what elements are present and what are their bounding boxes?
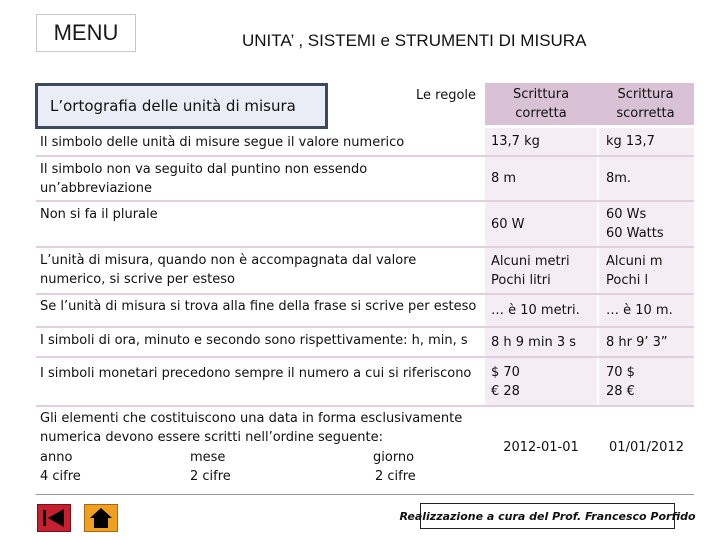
table-row	[36, 128, 694, 157]
correct-cell: 2012-01-01	[485, 407, 597, 487]
rule-text: Se l’unità di misura si trova alla fine della frase si scrive per esteso	[40, 299, 477, 314]
rule-text: Non si fa il plurale	[40, 207, 158, 222]
section-title: L’ortografia delle unità di misura	[50, 97, 296, 115]
rule-text: I simboli di ora, minuto e secondo sono rispettivamente: h, min, s	[40, 333, 468, 348]
column-header-correct	[485, 83, 597, 125]
correct-cell: 8 m	[485, 157, 597, 200]
rule-text: L’unità di misura, quando non è accompagnata dal valore numerico, si scrive per esteso	[40, 253, 417, 287]
table-row	[36, 407, 694, 487]
rules-header: Le regole	[416, 88, 477, 103]
table-row	[36, 157, 694, 202]
day-digits: 2 cifre	[375, 469, 416, 484]
wrong-cell: 70 $ 28 €	[597, 358, 694, 405]
table-row	[36, 358, 694, 407]
wrong-cell: Alcuni m Pochi l	[597, 248, 694, 293]
date-part-day: giorno	[373, 450, 415, 465]
home-button[interactable]	[84, 504, 118, 532]
correct-cell: $ 70 € 28	[485, 358, 597, 405]
home-icon	[85, 505, 117, 531]
date-part-month: mese	[190, 450, 226, 465]
menu-button[interactable]: MENU	[36, 14, 136, 52]
month-digits: 2 cifre	[190, 469, 231, 484]
credit-box	[399, 503, 696, 529]
wrong-cell: kg 13,7	[597, 128, 694, 155]
year-digits: 4 cifre	[40, 469, 81, 484]
wrong-cell: 8 hr 9’ 3”	[597, 328, 694, 356]
rule-text: Gli elementi che costituiscono una data in forma esclusivamente numerica devono essere scritti nell’ordine seguente:	[40, 411, 463, 445]
correct-cell: … è 10 metri.	[485, 295, 597, 326]
correct-cell: 13,7 kg	[485, 128, 597, 155]
correct-cell: Alcuni metri Pochi litri	[485, 248, 597, 293]
column-header-wrong	[597, 83, 694, 125]
wrong-cell: 01/01/2012	[597, 407, 694, 487]
rule-text: Il simbolo non va seguito dal puntino non essendo un’abbreviazione	[40, 162, 368, 196]
table-row	[36, 328, 694, 358]
wrong-cell: 8m.	[597, 157, 694, 200]
page-title: UNITA’ , SISTEMI e STRUMENTI DI MISURA	[242, 31, 587, 50]
table-row	[36, 295, 694, 328]
back-arrow-icon	[38, 505, 70, 531]
wrong-cell: 60 Ws 60 Watts	[597, 202, 694, 246]
column-header-correct-label: Scrittura corretta	[512, 87, 570, 121]
wrong-cell: … è 10 m.	[597, 295, 694, 326]
correct-cell: 8 h 9 min 3 s	[485, 328, 597, 356]
section-title-box	[35, 83, 328, 129]
rule-text: Il simbolo delle unità di misure segue il valore numerico	[40, 135, 405, 150]
footer-divider	[36, 494, 694, 495]
correct-cell: 60 W	[485, 202, 597, 246]
column-header-wrong-label: Scrittura scorretta	[616, 87, 675, 121]
credit-text: Realizzazione a cura del Prof. Francesco Porfido	[399, 509, 696, 523]
table-row	[36, 248, 694, 295]
table-row	[36, 202, 694, 248]
back-button[interactable]	[37, 504, 71, 532]
date-part-year: anno	[40, 450, 73, 465]
rule-text: I simboli monetari precedono sempre il numero a cui si riferiscono	[40, 366, 472, 381]
